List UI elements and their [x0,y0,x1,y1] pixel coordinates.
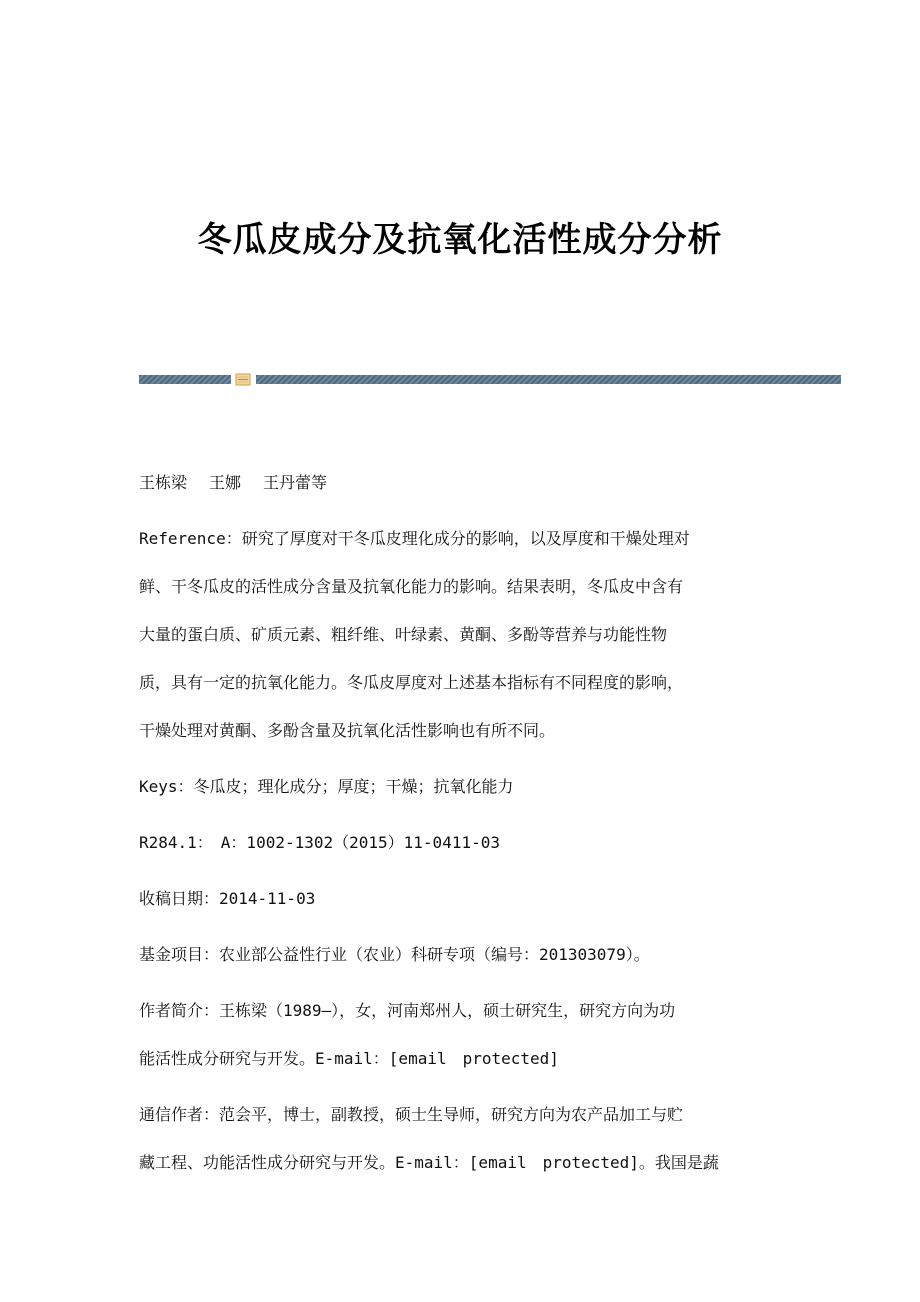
author-list [139,459,779,507]
abstract-line: Reference：研究了厚度对干冬瓜皮理化成分的影响，以及厚度和干燥处理对 [139,529,690,548]
corresponding-line: 藏工程、功能活性成分研究与开发。E-mail：[email protected]。我国是蔬 [139,1153,719,1172]
author-name: 王丹蕾等 [263,473,328,492]
abstract-line: 干燥处理对黄酮、多酚含量及抗氧化活性影响也有所不同。 [139,721,556,740]
divider-bar-left [139,375,231,384]
abstract-line: 大量的蛋白质、矿质元素、粗纤维、叶绿素、黄酮、多酚等营养与功能性物 [139,625,668,644]
divider-bar-right [256,375,841,384]
keywords [139,763,779,811]
abstract-line: 质，具有一定的抗氧化能力。冬瓜皮厚度对上述基本指标有不同程度的影响， [139,673,684,692]
received-line: 收稿日期：2014-11-03 [139,889,316,908]
classification-line: R284.1： A：1002-1302（2015）11-0411-03 [139,833,500,852]
author-name: 王栋梁 [139,473,188,492]
corresponding-line: 通信作者：范会平，博士，副教授，硕士生导师，研究方向为农产品加工与贮 [139,1105,684,1124]
corresponding-author [139,1091,779,1187]
bio-line: 作者简介：王栋梁（1989—），女，河南郑州人，硕士研究生，研究方向为功 [139,1001,676,1020]
ornament-icon [235,373,251,386]
bio-line: 能活性成分研究与开发。E-mail：[email protected] [139,1049,559,1068]
author-name: 王娜 [209,473,242,492]
fund-info [139,931,779,979]
fund-line: 基金项目：农业部公益性行业（农业）科研专项（编号：201303079）。 [139,945,650,964]
keywords-line: Keys：冬瓜皮；理化成分；厚度；干燥；抗氧化能力 [139,777,514,796]
abstract-line: 鲜、干冬瓜皮的活性成分含量及抗氧化能力的影响。结果表明，冬瓜皮中含有 [139,577,684,596]
title-divider [139,375,841,384]
abstract [139,515,779,755]
author-bio [139,987,779,1083]
received-date [139,875,779,923]
classification-code [139,819,779,867]
paper-title: 冬瓜皮成分及抗氧化活性成分分析 [197,220,723,260]
